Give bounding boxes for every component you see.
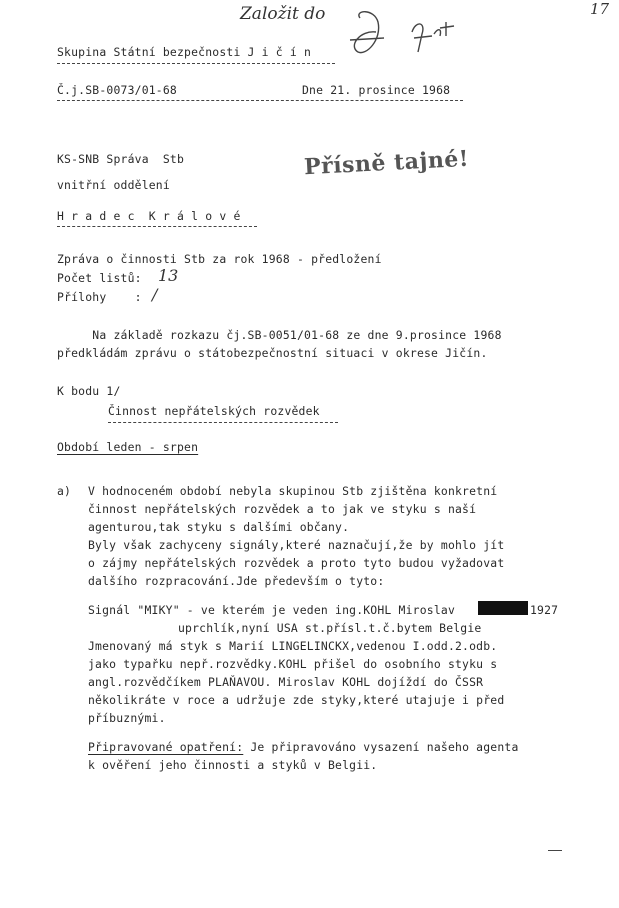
period-heading: Období leden - srpen <box>57 440 199 454</box>
section-label: K bodu 1/ <box>57 384 121 398</box>
handwritten-signature <box>330 4 470 64</box>
body-line: V hodnoceném období nebyla skupinou Stb zjištěna konkretní <box>88 484 498 498</box>
signal-line: Jmenovaný má styk s Marií LINGELINCKX,vedenou I.odd.2.odb. <box>88 639 498 653</box>
divider <box>57 100 463 101</box>
intro-line: předkládám zprávu o státobezpečnostní situaci v okrese Jičín. <box>57 346 488 360</box>
reference-number: Č.j.SB-0073/01-68 <box>57 83 177 97</box>
signal-line: uprchlík,nyní USA st.přísl.t.č.bytem Belgie <box>178 621 482 635</box>
recipient-line2: vnitřní oddělení <box>57 178 170 192</box>
signal-line: jako typařku nepř.rozvědky.KOHL přišel do osobního styku s <box>88 657 498 671</box>
recipient-city: H r a d e c K r á l o v é <box>57 209 241 223</box>
pages-value: 13 <box>158 266 179 285</box>
measures-line: k ověření jeho činnosti a styků v Belgii. <box>88 758 378 772</box>
signal-year: 1927 <box>530 603 559 617</box>
scan-mark <box>548 850 562 851</box>
body-line: činnost nepřátelských rozvědek a to jak ve styku s naší <box>88 502 477 516</box>
redaction-block <box>478 601 528 615</box>
section-title: Činnost nepřátelských rozvědek <box>108 404 320 418</box>
recipient-line1: KS-SNB Správa Stb <box>57 152 185 166</box>
body-line: agenturou,tak styku s dalšími občany. <box>88 520 350 534</box>
organization-name: Skupina Státní bezpečnosti J i č í n <box>57 45 312 59</box>
intro-line: Na základě rozkazu čj.SB-0051/01-68 ze dne 9.prosince 1968 <box>57 328 502 342</box>
pages-label: Počet listů: <box>57 271 142 285</box>
measures-label: Připravované opatření: <box>88 740 244 754</box>
signal-line: angl.rozvědčíkem PLAŇAVOU. Miroslav KOHL dojíždí do ČSSR <box>88 675 484 689</box>
document-date: Dne 21. prosince 1968 <box>302 83 451 97</box>
attachments-label: Přílohy : <box>57 290 142 304</box>
subject-title: Zpráva o činnosti Stb za rok 1968 - předložení <box>57 252 382 266</box>
body-line: o zájmy nepřátelských rozvědek a proto tyto budou vyžadovat <box>88 556 505 570</box>
body-line: dalšího rozpracování.Jde především o tyto: <box>88 574 385 588</box>
paragraph-marker: a) <box>57 484 72 498</box>
measures-line <box>88 740 519 754</box>
page-number: 17 <box>590 0 610 18</box>
divider <box>108 422 338 423</box>
signal-line: několikráte v roce a udržuje zde styky,které utajuje i před <box>88 693 505 707</box>
divider <box>57 63 335 64</box>
divider <box>57 226 257 227</box>
measures-text: Je připravováno vysazení našeho agenta <box>243 740 519 754</box>
signal-line: Signál "MIKY" - ve kterém je veden ing.KOHL Miroslav <box>88 603 456 617</box>
attachments-value: / <box>152 285 158 304</box>
classification-stamp: Přísně tajné! <box>303 145 470 181</box>
handwritten-note: Založit do <box>240 4 326 24</box>
body-line: Byly však zachyceny signály,které naznačují,že by mohlo jít <box>88 538 505 552</box>
signal-line: příbuznými. <box>88 711 166 725</box>
